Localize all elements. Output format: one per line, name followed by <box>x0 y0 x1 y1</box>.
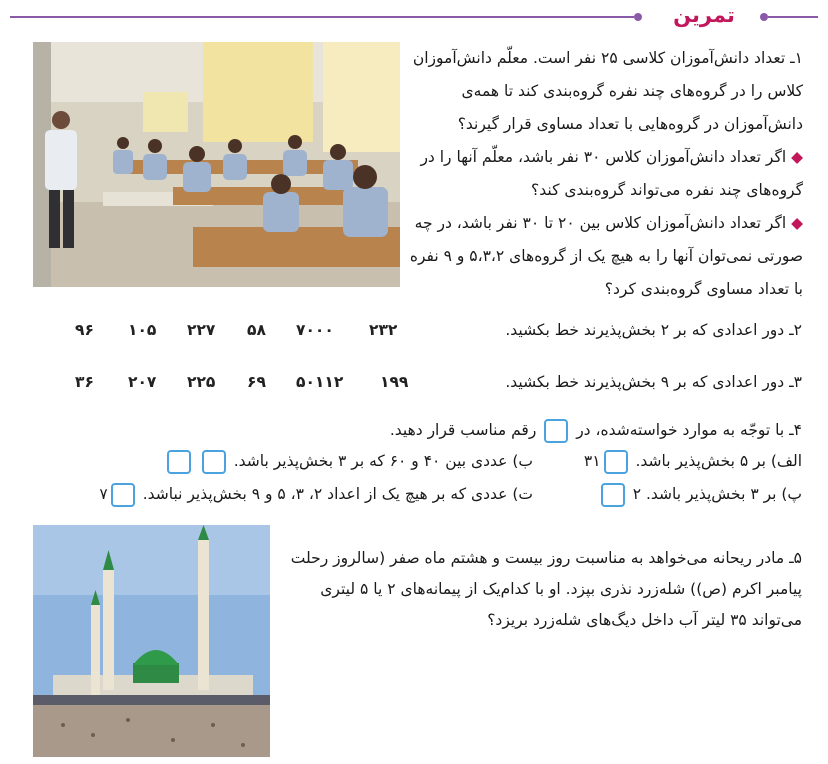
question-4-te-number: ۷ <box>99 485 108 503</box>
question-4-te-text: ت) عددی که بر هیچ یک از اعداد ۲، ۳، ۵ و ۹ بخش‌پذیر نباشد. <box>142 485 533 503</box>
question-2-text: ۲ـ دور اعدادی که بر ۲ بخش‌پذیرند خط بکشید. <box>505 321 802 339</box>
section-title: تمرین <box>673 3 735 27</box>
number-item[interactable]: ۶۹ <box>247 373 266 391</box>
digit-input-box[interactable] <box>202 450 226 474</box>
classroom-photo <box>33 42 400 287</box>
header-rule-left <box>10 16 634 18</box>
number-item[interactable]: ۲۲۵ <box>187 373 216 391</box>
question-4-alef-text: الف) بر ۵ بخش‌پذیر باشد. <box>635 452 802 470</box>
number-item[interactable]: ۷۰۰۰ <box>296 321 334 339</box>
number-item[interactable]: ۱۰۵ <box>128 321 157 339</box>
question-1 <box>408 42 803 306</box>
number-item[interactable]: ۵۸ <box>247 321 266 339</box>
number-item[interactable]: ۲۲۷ <box>187 321 216 339</box>
number-item[interactable]: ۹۶ <box>75 321 94 339</box>
header-dot-left <box>634 13 642 21</box>
number-item[interactable]: ۵۰۱۱۲ <box>296 373 344 391</box>
question-4-pe-number: ۲ <box>632 485 642 503</box>
question-3-text: ۳ـ دور اعدادی که بر ۹ بخش‌پذیرند خط بکشید. <box>505 373 802 391</box>
mosque-photo <box>33 525 270 757</box>
digit-input-box[interactable] <box>111 483 135 507</box>
number-item[interactable]: ۳۶ <box>75 373 94 391</box>
header-dot-right <box>760 13 768 21</box>
question-4-pe-text: پ) بر ۳ بخش‌پذیر باشد. <box>645 485 802 503</box>
question-4-te <box>60 482 533 507</box>
diamond-bullet-icon: ◆ <box>786 214 803 232</box>
question-1-bullet-2 <box>408 207 803 306</box>
question-4-intro-a: ۴ـ با توجّه به موارد خواسته‌شده، در <box>576 421 802 439</box>
question-4-intro-b: رقم مناسب قرار دهید. <box>389 421 537 439</box>
sample-digit-box <box>544 419 568 443</box>
question-1-bullet-1 <box>408 141 803 207</box>
question-1-bullet-2-text: اگر تعداد دانش‌آموزان کلاس بین ۲۰ تا ۳۰ نفر باشد، در چه صورتی نمی‌توان آنها را به هیچ یک از گروه‌های ۵،۳،۲ و ۹ نفره با تعداد مساوی گروه‌بندی کرد؟ <box>409 214 803 298</box>
question-4-alef <box>540 449 802 474</box>
number-item[interactable]: ۲۳۲ <box>369 321 398 339</box>
question-4-intro <box>300 418 802 443</box>
question-4-be-text: ب) عددی بین ۴۰ و ۶۰ که بر ۳ بخش‌پذیر باشد. <box>233 452 533 470</box>
question-4-alef-number: ۳۱ <box>583 452 601 470</box>
question-4-be <box>128 449 533 474</box>
question-3-numbers <box>70 370 410 394</box>
question-2-numbers <box>70 318 410 342</box>
number-item[interactable]: ۱۹۹ <box>380 373 409 391</box>
question-4-pe <box>540 482 802 507</box>
question-1-bullet-1-text: اگر تعداد دانش‌آموزان کلاس ۳۰ نفر باشد، معلّم آنها را در گروه‌های چند نفره می‌تواند گروه‌بندی کند؟ <box>420 148 803 199</box>
digit-input-box[interactable] <box>604 450 628 474</box>
header-rule-right <box>768 16 818 18</box>
digit-input-box[interactable] <box>167 450 191 474</box>
digit-input-box[interactable] <box>601 483 625 507</box>
diamond-bullet-icon: ◆ <box>786 148 803 166</box>
question-5-text: ۵ـ مادر ریحانه می‌خواهد به مناسبت روز بیست و هشتم ماه صفر (سالروز رحلت پیامبر اکرم (ص)) شله‌زرد نذری بپزد. او با کدام‌یک از پیمانه‌های ۲ یا ۵ لیتری می‌تواند ۳۵ لیتر آب داخل دیگ‌های شله‌زرد بریزد؟ <box>290 549 802 629</box>
number-item[interactable]: ۲۰۷ <box>128 373 157 391</box>
question-1-text: ۱ـ تعداد دانش‌آموزان کلاسی ۲۵ نفر است. معلّم دانش‌آموزان کلاس را در گروه‌های چند نفره گروه‌بندی کند تا همه‌ی دانش‌آموزان در گروه‌هایی با تعداد مساوی قرار گیرند؟ <box>412 49 803 133</box>
